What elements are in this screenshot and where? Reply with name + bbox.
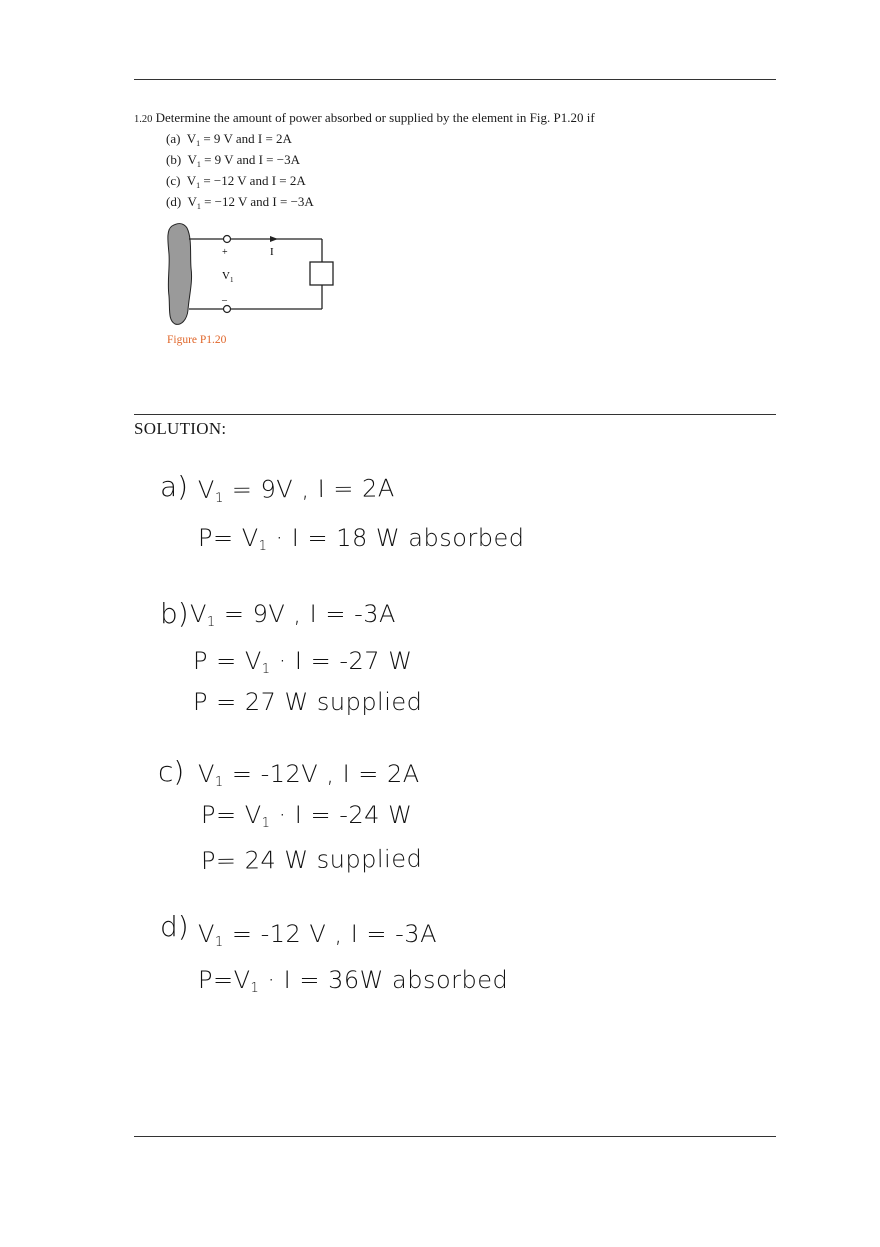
condition-text: = 9 V and I = 2A <box>203 131 292 146</box>
condition-label: (d) <box>166 194 182 209</box>
minus-sign: _ <box>222 291 227 302</box>
part-b-given: $V_1 = 9V$ , I = -3A <box>190 600 396 630</box>
part-a-line-1: $P= V_1 \cdot I = 18$ W absorbed <box>198 524 525 554</box>
voltage-subscript: 1 <box>196 160 201 169</box>
problem-statement <box>134 110 595 128</box>
part-d-line-1: $P=V_1 \cdot I = 36W$ absorbed <box>198 966 509 996</box>
current-arrow-icon <box>270 236 278 242</box>
voltage-symbol: V <box>187 152 197 167</box>
part-d-given: $V_1 = -12$ V , I = -3A <box>198 920 437 950</box>
part-c-given: $V_1 = -12V$ , I = 2A <box>198 760 420 790</box>
voltage-label: $V_1$ <box>222 270 234 284</box>
circuit-figure <box>160 220 340 328</box>
part-d-label: d) <box>160 910 189 943</box>
part-a-label: a) <box>160 470 189 503</box>
top-rule <box>134 79 776 80</box>
condition-a <box>166 131 292 148</box>
part-b-line-1: $P = V_1 \cdot I = -27$ W <box>193 647 413 677</box>
figure-caption: Figure P1.20 <box>167 334 227 346</box>
voltage-subscript: 1 <box>196 202 201 211</box>
condition-text: = −12 V and I = 2A <box>203 173 306 188</box>
condition-label: (b) <box>166 152 182 167</box>
part-b-line-2: P = 27 W supplied <box>193 688 423 716</box>
condition-d <box>166 194 314 211</box>
voltage-subscript: 1 <box>196 181 201 190</box>
condition-label: (a) <box>166 131 181 146</box>
part-b-label: b) <box>160 597 189 630</box>
voltage-symbol: V <box>187 194 197 209</box>
problem-text: Determine the amount of power absorbed or supplied by the element in Fig. P1.20 if <box>155 110 595 125</box>
bottom-terminal <box>224 306 231 313</box>
part-c-line-2: P= 24 W supplied <box>200 844 423 875</box>
condition-b <box>166 152 300 169</box>
top-terminal <box>224 236 231 243</box>
condition-label: (c) <box>166 173 181 188</box>
plus-sign: + <box>222 247 228 258</box>
part-c-label: c) <box>158 755 185 788</box>
condition-text: = −12 V and I = −3A <box>204 194 314 209</box>
problem-number: 1.20 <box>134 114 153 125</box>
network-body <box>168 224 192 325</box>
voltage-subscript: 1 <box>196 139 201 148</box>
current-label: I <box>270 246 274 258</box>
voltage-symbol: V <box>186 173 197 188</box>
bottom-rule <box>134 1136 776 1137</box>
part-c-line-1: $P= V_1 \cdot I = -24$ W <box>201 801 413 831</box>
part-a-given: $V_1 = 9V$ , I = 2A <box>197 474 395 506</box>
solution-rule <box>134 414 776 415</box>
condition-text: = 9 V and I = −3A <box>204 152 300 167</box>
voltage-symbol: V <box>186 131 197 146</box>
element-box <box>310 262 333 285</box>
condition-c <box>166 173 306 190</box>
solution-heading: SOLUTION: <box>134 419 227 438</box>
